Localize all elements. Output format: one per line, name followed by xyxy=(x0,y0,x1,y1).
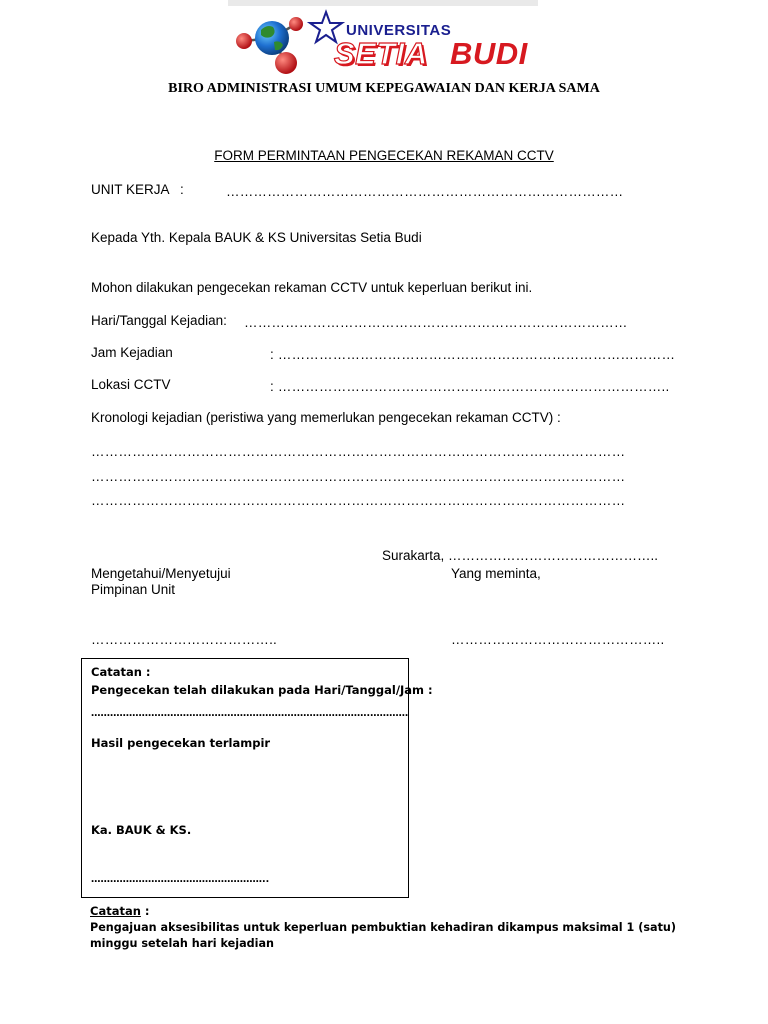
lokasi-label: Lokasi CCTV xyxy=(91,377,171,392)
hasil-pengecekan-text: Hasil pengecekan terlampir xyxy=(91,736,271,750)
ka-bauk-label: Ka. BAUK & KS. xyxy=(91,823,192,837)
unit-kerja-colon: : xyxy=(180,182,184,197)
pengecekan-line: Pengecekan telah dilakukan pada Hari/Tanggal/Jam : xyxy=(91,683,433,697)
kronologi-line[interactable]: ……………………………………………………………………………………………………… xyxy=(91,493,626,508)
kronologi-label: Kronologi kejadian (peristiwa yang memerlukan pengecekan rekaman CCTV) : xyxy=(91,410,561,425)
place-date: Surakarta, ……………………………………….. xyxy=(382,548,659,563)
kepada-text: Kepada Yth. Kepala BAUK & KS Universitas Setia Budi xyxy=(91,230,422,245)
mengetahui-label: Mengetahui/Menyetujui xyxy=(91,566,231,581)
mohon-text: Mohon dilakukan pengecekan rekaman CCTV untuk keperluan berikut ini. xyxy=(91,280,533,295)
pimpinan-unit-label: Pimpinan Unit xyxy=(91,582,176,597)
biro-heading: BIRO ADMINISTRASI UMUM KEPEGAWAIAN DAN KERJA SAMA xyxy=(168,81,600,96)
footer-catatan-word: Catatan xyxy=(90,904,141,918)
pengecekan-dots[interactable]: …………………………………………………………………………….………… xyxy=(91,708,409,719)
jam-field[interactable]: : …………………………………………………………………………… xyxy=(270,347,676,362)
jam-label: Jam Kejadian xyxy=(91,345,173,360)
unit-kerja-label: UNIT KERJA xyxy=(91,182,170,197)
university-logo xyxy=(228,0,538,82)
lokasi-field[interactable]: : ………………………………………………………………………….. xyxy=(270,379,670,394)
logo-universitas-text: UNIVERSITAS xyxy=(346,22,452,39)
footer-note-text: Pengajuan aksesibilitas untuk keperluan pembuktian kehadiran dikampus maksimal 1 (satu) minggu setelah hari kejadian xyxy=(90,921,676,950)
peminta-signature-line[interactable]: ……………………………………….. xyxy=(451,632,665,647)
catatan-box-title: Catatan : xyxy=(91,665,151,679)
ka-bauk-signature-line[interactable]: ……………………………………………….. xyxy=(91,874,270,885)
yang-meminta-label: Yang meminta, xyxy=(451,566,541,581)
footer-catatan-title xyxy=(90,904,150,918)
kronologi-line[interactable]: ……………………………………………………………………………………………………… xyxy=(91,444,626,459)
catatan-box xyxy=(81,658,433,898)
hari-tanggal-label: Hari/Tanggal Kejadian: xyxy=(91,313,227,328)
pimpinan-signature-line[interactable]: ………………………………….. xyxy=(91,632,278,647)
unit-kerja-field[interactable]: …………………………………………………………………………… xyxy=(226,184,624,199)
form-title: FORM PERMINTAAN PENGECEKAN REKAMAN CCTV xyxy=(214,148,554,163)
hari-tanggal-field[interactable]: ………………………………………………………………………… xyxy=(244,315,628,330)
logo-setia-text: SETIA xyxy=(334,36,428,71)
footer-catatan-colon: : xyxy=(140,904,150,918)
logo-budi-text: BUDI xyxy=(450,36,528,71)
kronologi-line[interactable]: ……………………………………………………………………………………………………… xyxy=(91,469,626,484)
